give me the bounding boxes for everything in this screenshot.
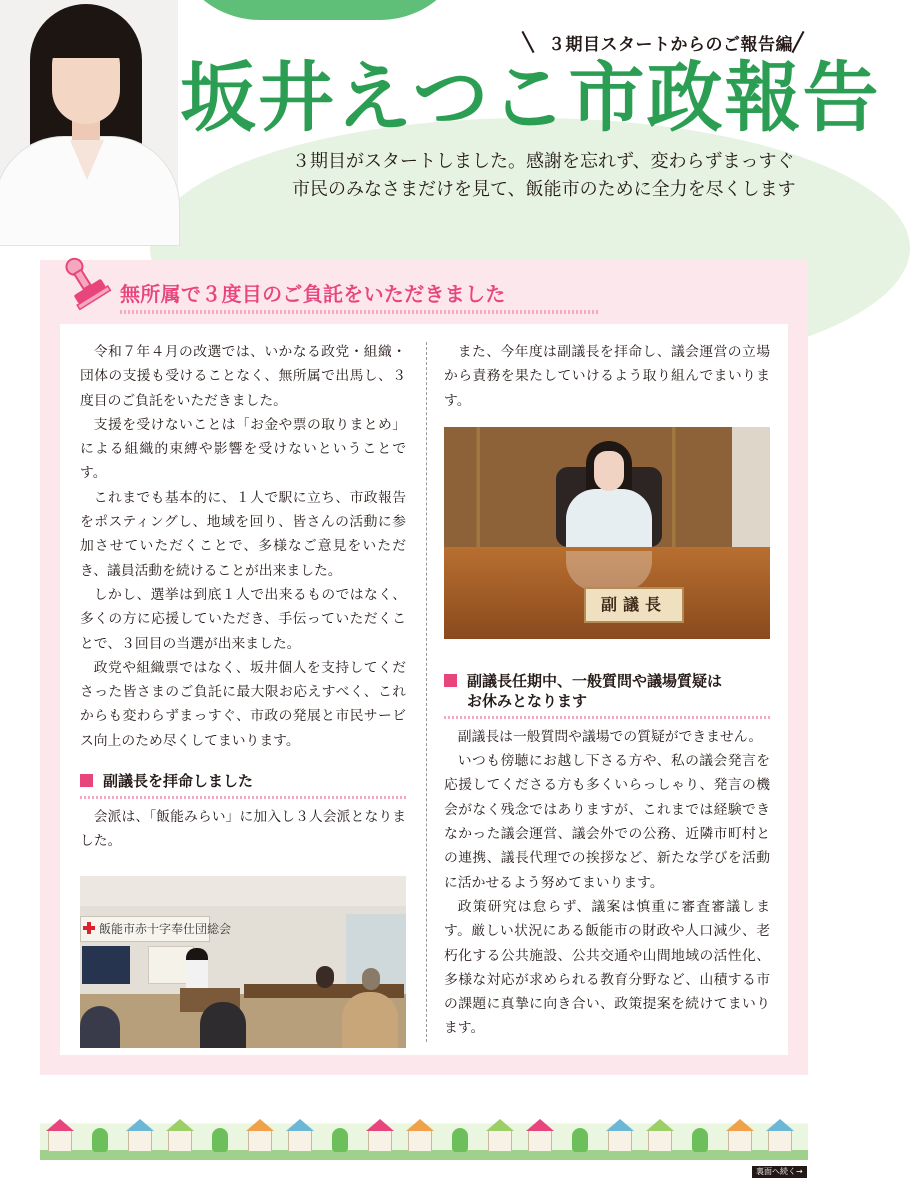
house-icon bbox=[48, 1130, 72, 1152]
page-title: 坂井えつこ市政報告 bbox=[180, 53, 881, 142]
roof-icon bbox=[406, 1119, 434, 1131]
pink-square-icon bbox=[80, 774, 93, 787]
house-icon bbox=[648, 1130, 672, 1152]
roof-icon bbox=[366, 1119, 394, 1131]
townscape-illustration bbox=[40, 1108, 808, 1160]
house-icon bbox=[528, 1130, 552, 1152]
house-icon bbox=[488, 1130, 512, 1152]
paragraph: いつも傍聴にお越し下さる方や、私の議会発言を応援してくださる方も多くいらっしゃり、発言の機会がなく残念ではありますが、これまでは経験できなかった議会運営、議会外での公務、近隣市町村との連携、議長代理での挨拶など、新たな学びを活動に活かせるよう努めてまいります。 bbox=[444, 753, 770, 891]
roof-icon bbox=[606, 1119, 634, 1131]
roof-icon bbox=[766, 1119, 794, 1131]
tree-icon bbox=[332, 1128, 348, 1152]
roof-icon bbox=[726, 1119, 754, 1131]
house-icon bbox=[728, 1130, 752, 1152]
roof-icon bbox=[526, 1119, 554, 1131]
subheading-vice-chair bbox=[80, 771, 406, 799]
house-icon bbox=[408, 1130, 432, 1152]
subheading-text: 副議長を拝命しました bbox=[103, 772, 254, 791]
paragraph: 会派は、「飯能みらい」に加入し３人会派となりました。 bbox=[80, 809, 406, 850]
series-label: ３期目スタートからのご報告編 bbox=[548, 35, 793, 55]
subtitle-slash-right bbox=[791, 31, 804, 53]
right-column bbox=[444, 340, 770, 1041]
roof-icon bbox=[646, 1119, 674, 1131]
article-body bbox=[60, 324, 788, 1055]
house-icon bbox=[168, 1130, 192, 1152]
house-icon bbox=[608, 1130, 632, 1152]
column-divider bbox=[426, 342, 427, 1042]
stamp-icon bbox=[54, 252, 114, 312]
subheading-text: 副議長任期中、一般質問や議場質疑は お休みとなります bbox=[467, 671, 723, 710]
house-icon bbox=[368, 1130, 392, 1152]
roof-icon bbox=[126, 1119, 154, 1131]
left-column bbox=[80, 340, 406, 1048]
roof-icon bbox=[166, 1119, 194, 1131]
section-heading: 無所属で３度目のご負託をいただきました bbox=[120, 282, 506, 306]
paragraph: 令和７年４月の改選では、いかなる政党・組織・団体の支援も受けることなく、無所属で出馬し、３度目のご負託をいただきました。 bbox=[80, 344, 406, 409]
roof-icon bbox=[286, 1119, 314, 1131]
tree-icon bbox=[92, 1128, 108, 1152]
continue-on-back-label: 裏面へ続く→ bbox=[752, 1166, 807, 1178]
vice-chair-photo bbox=[444, 427, 770, 639]
paragraph: 支援を受けないことは「お金や票の取りまとめ」による組織的束縛や影響を受けないということです。 bbox=[80, 416, 406, 482]
paragraph: これまでも基本的に、１人で駅に立ち、市政報告をポスティングし、地域を回り、皆さんの活動に参加させていただくことで、多様なご意見をいただき、議員活動を続けることが出来ました。 bbox=[80, 489, 406, 579]
meeting-photo bbox=[80, 876, 406, 1048]
report-panel bbox=[40, 260, 808, 1075]
heading-underline bbox=[120, 310, 600, 314]
paragraph: 副議長は一般質問や議場での質疑ができません。 bbox=[457, 728, 763, 745]
house-icon bbox=[288, 1130, 312, 1152]
paragraph: また、今年度は副議長を拝命し、議会運営の立場から責務を果たしていけるよう取り組んでまいります。 bbox=[444, 344, 770, 409]
tree-icon bbox=[212, 1128, 228, 1152]
header-banner bbox=[0, 0, 881, 222]
subtitle-slash-left bbox=[521, 31, 534, 53]
house-icon bbox=[768, 1130, 792, 1152]
paragraph: 政党や組織票ではなく、坂井個人を支持してくださった皆さまのご負託に最大限お応えすべく、これからも変わらずまっすぐ、市政の発展と市民サービス向上のため尽くしてまいります。 bbox=[80, 659, 406, 749]
header-lead bbox=[292, 148, 796, 204]
paragraph: 政策研究は怠らず、議案は慎重に審査審議します。厳しい状況にある飯能市の財政や人口減少、老朽化する公共施設、公共交通や山間地域の活性化、多様な対応が求められる教育分野など、山積する市の課題に真摯に向き合い、政策提案を続けてまいります。 bbox=[444, 898, 770, 1037]
subheading-no-questions bbox=[444, 671, 770, 719]
portrait-photo bbox=[0, 0, 178, 222]
tree-icon bbox=[572, 1128, 588, 1152]
roof-icon bbox=[486, 1119, 514, 1131]
lead-line-2: 市民のみなさまだけを見て、飯能市のために全力を尽くします bbox=[292, 179, 796, 200]
tree-icon bbox=[692, 1128, 708, 1152]
green-arc-decoration bbox=[170, 0, 470, 20]
paragraph: しかし、選挙は到底１人で出来るものではなく、多くの方に応援していただき、手伝っていただくことで、３回目の当選が出来ました。 bbox=[80, 586, 406, 652]
roof-icon bbox=[46, 1119, 74, 1131]
nameplate: 副議長 bbox=[584, 587, 684, 623]
house-icon bbox=[128, 1130, 152, 1152]
photo-banner: 飯能市赤十字奉仕団総会 bbox=[80, 916, 210, 942]
lead-line-1: ３期目がスタートしました。感謝を忘れず、変わらずまっすぐ bbox=[292, 151, 795, 172]
red-cross-icon bbox=[83, 922, 95, 934]
house-icon bbox=[248, 1130, 272, 1152]
tree-icon bbox=[452, 1128, 468, 1152]
pink-square-icon bbox=[444, 674, 457, 687]
roof-icon bbox=[246, 1119, 274, 1131]
